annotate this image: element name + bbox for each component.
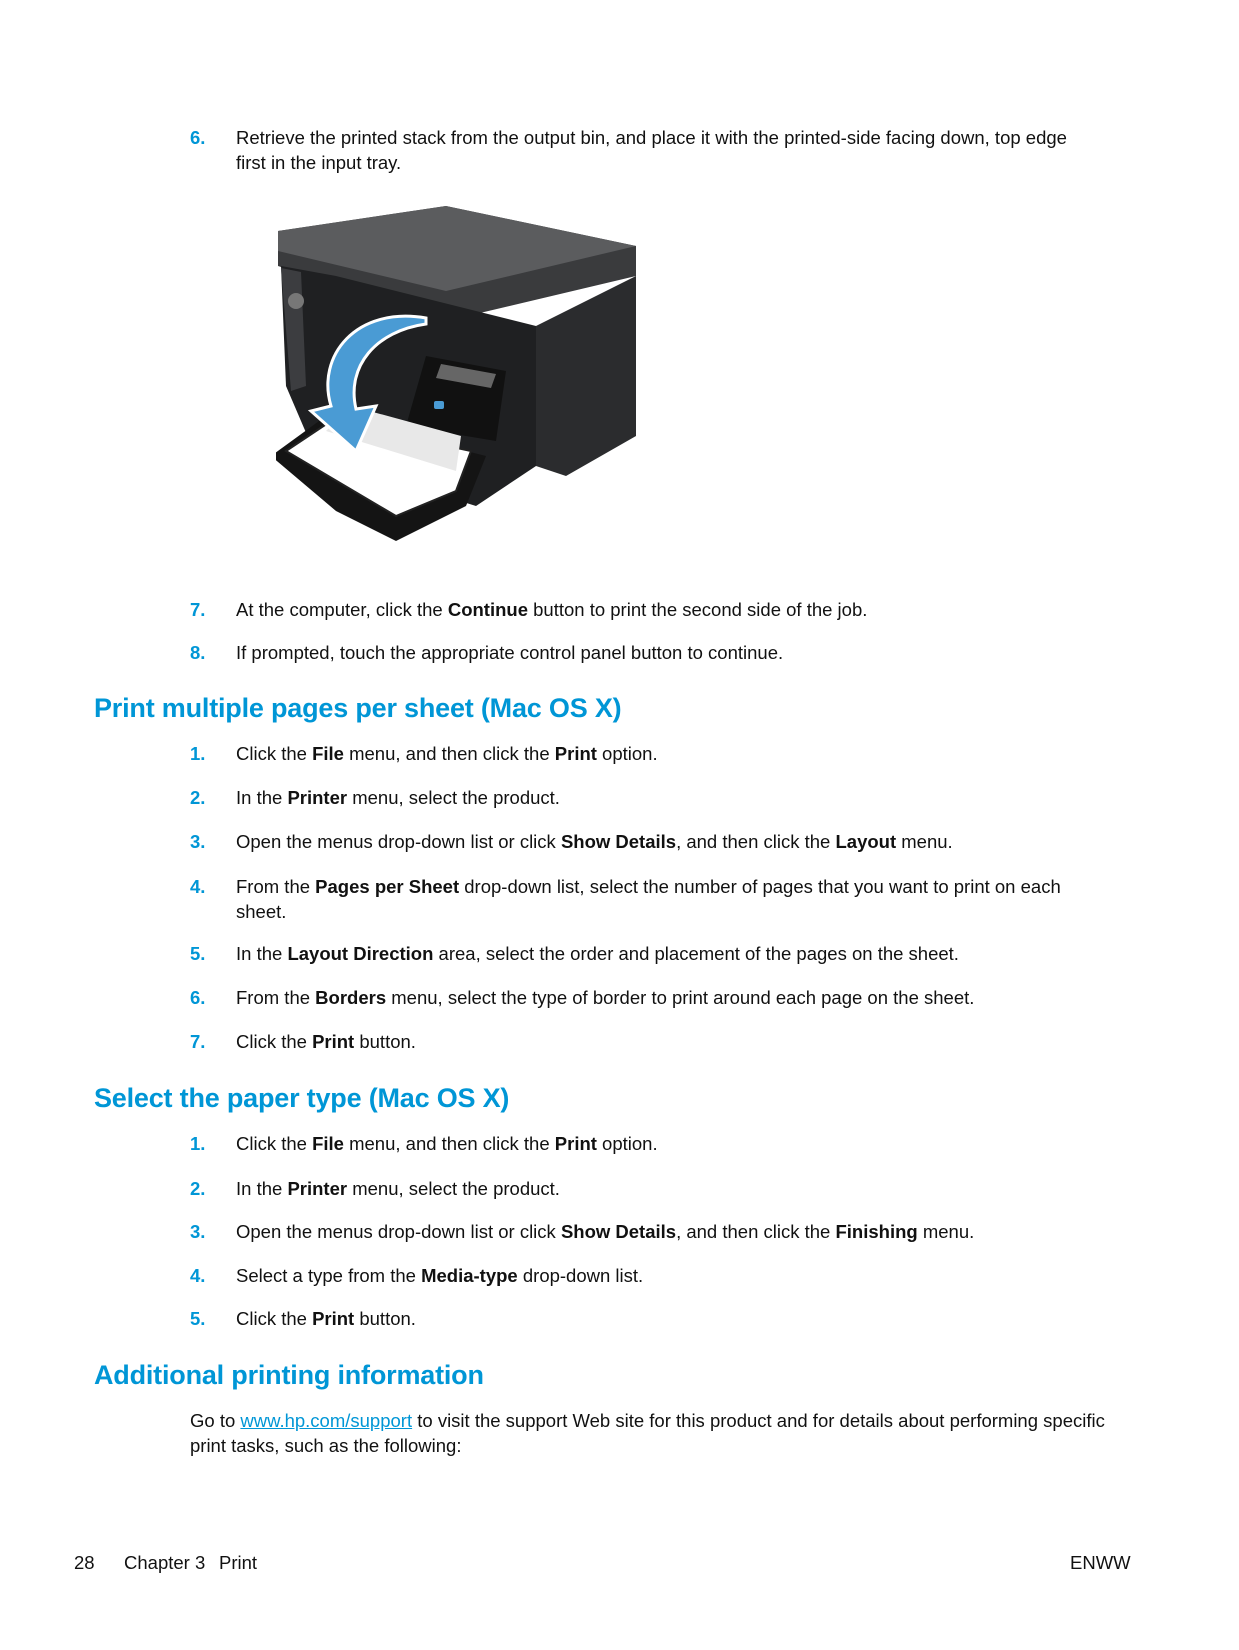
footer-locale: ENWW <box>1070 1552 1131 1573</box>
para-text-before: Go to <box>190 1410 241 1431</box>
step-text <box>236 829 1096 854</box>
footer-chapter-title: Print <box>219 1552 258 1573</box>
text-run: menu, select the type of border to print around each page on the sheet. <box>386 987 975 1008</box>
step-text <box>236 1219 1096 1244</box>
step-number: 1. <box>190 743 206 764</box>
footer-page-number: 28 <box>74 1552 95 1573</box>
text-run: Click the <box>236 1133 313 1154</box>
ui-term: Layout <box>835 831 897 852</box>
text-run: drop-down list, select the number of pages that you want to print on each sheet. <box>236 876 1061 922</box>
step-text <box>236 1263 1096 1288</box>
step-text <box>236 640 1096 665</box>
text-run: In the <box>236 1178 288 1199</box>
text-run: option. <box>596 1133 658 1154</box>
step-number: 3. <box>190 831 206 852</box>
ui-term: File <box>312 1133 344 1154</box>
text-run: Open the menus drop-down list or click <box>236 1221 561 1242</box>
text-run: button to print the second side of the job. <box>527 599 868 620</box>
footer-chapter: Chapter 3 <box>124 1552 206 1573</box>
ui-term: Printer <box>287 1178 348 1199</box>
section-title-additional-info: Additional printing information <box>94 1360 484 1390</box>
printer-illustration <box>276 206 676 551</box>
step-text <box>236 874 1096 924</box>
text-run: Select a type from the <box>236 1265 422 1286</box>
ui-term: Show Details <box>560 831 677 852</box>
text-run: menu. <box>896 831 953 852</box>
step-text <box>236 597 1096 622</box>
step-number: 4. <box>190 876 206 897</box>
step-number: 6. <box>190 127 206 148</box>
text-run: In the <box>236 943 288 964</box>
ui-term: Media-type <box>421 1265 518 1286</box>
ui-term: Pages per Sheet <box>315 876 460 897</box>
text-run: menu, and then click the <box>343 1133 555 1154</box>
para-text-after: to visit the support Web site for this product and for details about performing specific print tasks, such as the following: <box>190 1410 1105 1456</box>
ui-term: Print <box>554 1133 597 1154</box>
ui-term: Print <box>312 1031 355 1052</box>
text-run: Click the <box>236 1031 313 1052</box>
text-run: Click the <box>236 1308 313 1329</box>
step-text <box>236 125 1096 175</box>
step-number: 5. <box>190 943 206 964</box>
section-title-multiple-pages: Print multiple pages per sheet (Mac OS X) <box>94 693 622 723</box>
ui-term: Borders <box>315 987 387 1008</box>
ui-term: Layout Direction <box>287 943 434 964</box>
step-text <box>236 785 1096 810</box>
text-run: area, select the order and placement of the pages on the sheet. <box>433 943 959 964</box>
step-text <box>236 1176 1096 1201</box>
ui-term: Continue <box>447 599 528 620</box>
step-number: 3. <box>190 1221 206 1242</box>
ui-term: Print <box>554 743 597 764</box>
step-number: 8. <box>190 642 206 663</box>
step-text <box>236 941 1096 966</box>
step-number: 4. <box>190 1265 206 1286</box>
ui-term: File <box>312 743 344 764</box>
text-run: From the <box>236 987 316 1008</box>
ui-term: Finishing <box>835 1221 918 1242</box>
step-text <box>236 985 1096 1010</box>
text-run: In the <box>236 787 288 808</box>
support-link[interactable]: www.hp.com/support <box>240 1410 413 1431</box>
step-number: 6. <box>190 987 206 1008</box>
text-run: menu, select the product. <box>347 1178 560 1199</box>
step-number: 7. <box>190 599 206 620</box>
step-text <box>236 1306 1096 1331</box>
text-run: , and then click the <box>676 1221 836 1242</box>
text-run: Click the <box>236 743 313 764</box>
step-text <box>236 1131 1096 1156</box>
text-run: Open the menus drop-down list or click <box>236 831 561 852</box>
step-number: 2. <box>190 1178 206 1199</box>
step-number: 7. <box>190 1031 206 1052</box>
text-run: button. <box>354 1031 416 1052</box>
text-run: If prompted, touch the appropriate control panel button to continue. <box>236 642 784 663</box>
step-text <box>236 741 1096 766</box>
ui-term: Printer <box>287 787 348 808</box>
additional-info-paragraph <box>190 1408 1110 1458</box>
text-run: menu. <box>917 1221 975 1242</box>
ui-term: Show Details <box>560 1221 677 1242</box>
text-run: Retrieve the printed stack from the output bin, and place it with the printed-side facing down, top edge first in the input tray. <box>236 127 1067 173</box>
step-number: 1. <box>190 1133 206 1154</box>
step-number: 5. <box>190 1308 206 1329</box>
text-run: button. <box>354 1308 416 1329</box>
text-run: drop-down list. <box>517 1265 644 1286</box>
step-number: 2. <box>190 787 206 808</box>
text-run: menu, and then click the <box>343 743 555 764</box>
section-title-paper-type: Select the paper type (Mac OS X) <box>94 1083 510 1113</box>
text-run: option. <box>596 743 658 764</box>
ui-term: Print <box>312 1308 355 1329</box>
text-run: From the <box>236 876 316 897</box>
text-run: menu, select the product. <box>347 787 560 808</box>
text-run: , and then click the <box>676 831 836 852</box>
step-text <box>236 1029 1096 1054</box>
text-run: At the computer, click the <box>236 599 448 620</box>
